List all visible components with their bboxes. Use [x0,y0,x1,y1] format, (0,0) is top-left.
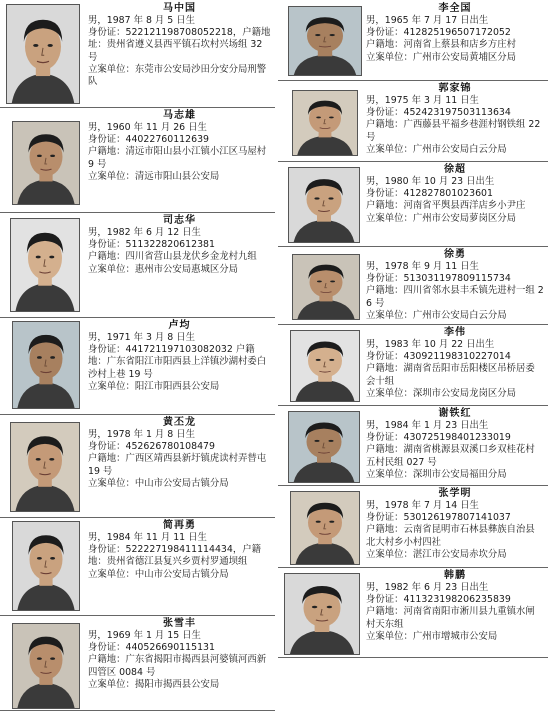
suspect-detail-line: 户籍地：湖南省岳阳市岳阳楼区吊桥居委会十组 [366,363,535,387]
suspect-name: 卢均 [168,320,191,331]
suspect-name: 张雪丰 [163,618,196,629]
suspect-name: 谢铁红 [438,408,472,419]
suspect-photo [288,411,360,483]
suspect-photo [10,422,80,512]
suspect-name: 简再勇 [163,520,196,531]
suspect-detail-line: 立案单位：广州市公安局白云分局 [366,309,507,321]
suspect-name: 马中国 [163,3,196,14]
suspect-detail-line: 男，1980 年 10 月 23 日出生 [366,176,495,187]
suspect-name: 韩鹏 [444,570,466,581]
suspect-name: 徐勇 [444,249,466,260]
suspect-entry [278,161,548,247]
suspect-entry [278,80,548,162]
suspect-detail-line: 身份证：513031197809115734 [366,273,511,285]
suspect-detail-line: 身份证：53012619780714103​7 [366,512,511,524]
suspect-name: 马志雄 [163,110,196,121]
suspect-detail-line: 身份证：522121198708052218，户籍地址：贵州省遵义县西平镇石坎村兴场组 32 号 [88,27,271,63]
suspect-detail-line: 男，1975 年 3 月 11 日生 [366,95,479,106]
suspect-info [366,82,544,156]
suspect-info [88,214,271,276]
suspect-photo [6,4,80,104]
suspect-detail-line: 身份证：411323198206235839 [366,594,511,606]
suspect-photo [288,6,362,76]
suspect-info [88,519,271,581]
suspect-detail-line: 男，1982 年 6 月 12 日生 [88,227,201,238]
suspect-photo [284,573,360,655]
suspect-detail-line: 身份证：430725198401233019 [366,432,511,444]
suspect-info [366,326,544,400]
suspect-detail-line: 立案单位：惠州市公安局惠城区分局 [88,263,239,275]
suspect-entry [0,414,275,518]
suspect-name: 李伟 [444,327,466,338]
suspect-detail-line: 立案单位：广州市公安局萝岗区分局 [366,212,517,224]
suspect-name: 李全国 [438,3,472,14]
suspect-detail-line: 立案单位：湛江市公安局赤坎分局 [366,548,507,560]
suspect-info [366,407,544,481]
suspect-entry [0,615,275,711]
suspect-detail-line: 户籍地：四川省营山县龙伏乡金龙村九组 [88,251,257,263]
suspect-name: 司志华 [163,215,196,226]
suspect-detail-line: 男，1983 年 10 月 22 日出生 [366,339,495,350]
suspect-detail-line: 身份证：452626780108479 [88,441,215,453]
suspect-detail-line: 立案单位：广州市公安局黄埔区分局 [366,51,517,63]
suspect-detail-line: 男，1978 年 9 月 11 日生 [366,261,479,272]
suspect-detail-line: 男，1984 年 1 月 23 日出生 [366,420,489,431]
suspect-photo [288,167,360,243]
suspect-detail-line: 身份证：511322820612381 [88,239,215,251]
suspect-detail-line: 立案单位：中山市公安局古镇分局 [88,568,229,580]
suspect-info [88,319,271,393]
suspect-detail-line: 户籍地：广西藤县平福乡巷涯村钢铁组 22 号 [366,119,541,143]
suspect-photo [12,521,80,611]
suspect-detail-line: 身份证：522227198411114434，户籍地：贵州省德江县复兴乡贾村罗通坝组 [88,544,261,568]
suspect-entry [0,517,275,616]
suspect-detail-line: 户籍地：广西区靖西县新圩镇虎读村弄替屯 19 号 [88,453,267,477]
suspect-photo [12,623,80,709]
suspect-detail-line: 身份证：452423197503113634 [366,107,511,119]
suspect-name: 黄丕龙 [163,417,196,428]
suspect-info [366,163,544,225]
suspect-detail-line: 户籍地：河南省平舆县西洋店乡小尹庄 [366,200,526,212]
suspect-detail-line: 户籍地：广东省揭阳市揭西县河婆镇河西新四管区 0084 号 [88,654,267,678]
suspect-detail-line: 男，1978 年 1 月 8 日生 [88,429,195,440]
suspect-detail-line: 立案单位：中山市公安局古镇分局 [88,477,229,489]
suspect-detail-line: 立案单位：广州市增城市公安局 [366,630,498,642]
suspect-entry [278,324,548,406]
suspect-detail-line: 身份证：412827801023601 [366,188,493,200]
suspect-detail-line: 男，1982 年 6 月 23 日出生 [366,582,489,593]
suspect-detail-line: 立案单位：深圳市公安局龙岗区分局 [366,387,517,399]
suspect-entry [0,212,275,318]
suspect-photo [290,491,360,565]
suspect-detail-line: 身份证：441721197103082032 户籍地：广东省阳江市阳西县上洋镇沙湖村委白沙村上巷 19 号 [88,344,267,380]
suspect-detail-line: 立案单位：揭阳市揭西县公安局 [88,678,220,690]
suspect-detail-line: 男，1960 年 11 月 26 日生 [88,122,207,133]
suspect-detail-line: 身份证：440526690115131 [88,642,215,654]
suspect-name: 郭家锦 [438,83,472,94]
suspect-info [88,617,271,691]
suspect-detail-line: 身份证：430921198310227014 [366,351,511,363]
suspect-detail-line: 立案单位：广州市公安局白云分局 [366,143,507,155]
suspect-info [366,248,544,322]
suspect-entry [278,485,548,568]
suspect-info [366,487,544,561]
suspect-detail-line: 户籍地：云南省昆明市石林县彝族自治县北大村乡小村四社 [366,524,535,548]
suspect-info [366,2,544,64]
suspect-detail-line: 身份证：44022760112639 [88,134,210,146]
suspect-photo [290,330,360,402]
suspect-info [88,2,271,88]
suspect-info [88,109,271,183]
suspect-photo [292,254,360,320]
suspect-detail-line: 户籍地：清远市阳山县小江镇小江区马屋村 9 号 [88,146,267,170]
suspect-entry [278,405,548,486]
suspect-detail-line: 户籍地：湖南省桃源县双溪口乡双桂花村五村民组 027 号 [366,444,535,468]
suspect-entry [0,107,275,213]
suspect-photo [10,218,80,312]
suspect-name: 徐超 [444,164,466,175]
suspect-photo [12,321,80,409]
suspect-name: 张学明 [438,488,472,499]
suspect-entry [278,567,548,658]
suspect-detail-line: 男，1971 年 3 月 8 日生 [88,332,195,343]
suspect-entry [0,317,275,415]
suspect-detail-line: 户籍地：河南省上蔡县和店乡方庄村 [366,39,517,51]
suspect-entry [278,246,548,325]
suspect-detail-line: 男，1978 年 7 月 14 日生 [366,500,479,511]
suspect-detail-line: 立案单位：东莞市公安局沙田分安分局刑警队 [88,63,267,88]
suspect-detail-line: 男，1965 年 7 月 17 日出生 [366,15,489,26]
suspect-detail-line: 男，1984 年 11 月 11 日生 [88,532,207,543]
suspect-info [88,416,271,490]
suspect-info [366,569,544,643]
suspect-entry [278,0,548,81]
suspect-photo [292,90,358,156]
suspect-entry [0,0,275,108]
suspect-detail-line: 男，1969 年 1 月 15 日生 [88,630,201,641]
suspect-photo [12,121,80,205]
suspect-detail-line: 男，1987 年 8 月 5 日生 [88,15,195,26]
suspect-detail-line: 立案单位：阳江市阳西县公安局 [88,380,220,392]
suspect-detail-line: 立案单位：深圳市公安局福田分局 [366,468,507,480]
suspect-detail-line: 户籍地：河南省南阳市淅川县九重镇水闸村天东组 [366,606,535,630]
suspect-detail-line: 户籍地：四川省邻水县丰禾镇先进村一组 26 号 [366,285,544,309]
suspect-detail-line: 立案单位：清远市阳山县公安局 [88,170,220,182]
suspect-detail-line: 身份证：412825196507172052 [366,27,511,39]
